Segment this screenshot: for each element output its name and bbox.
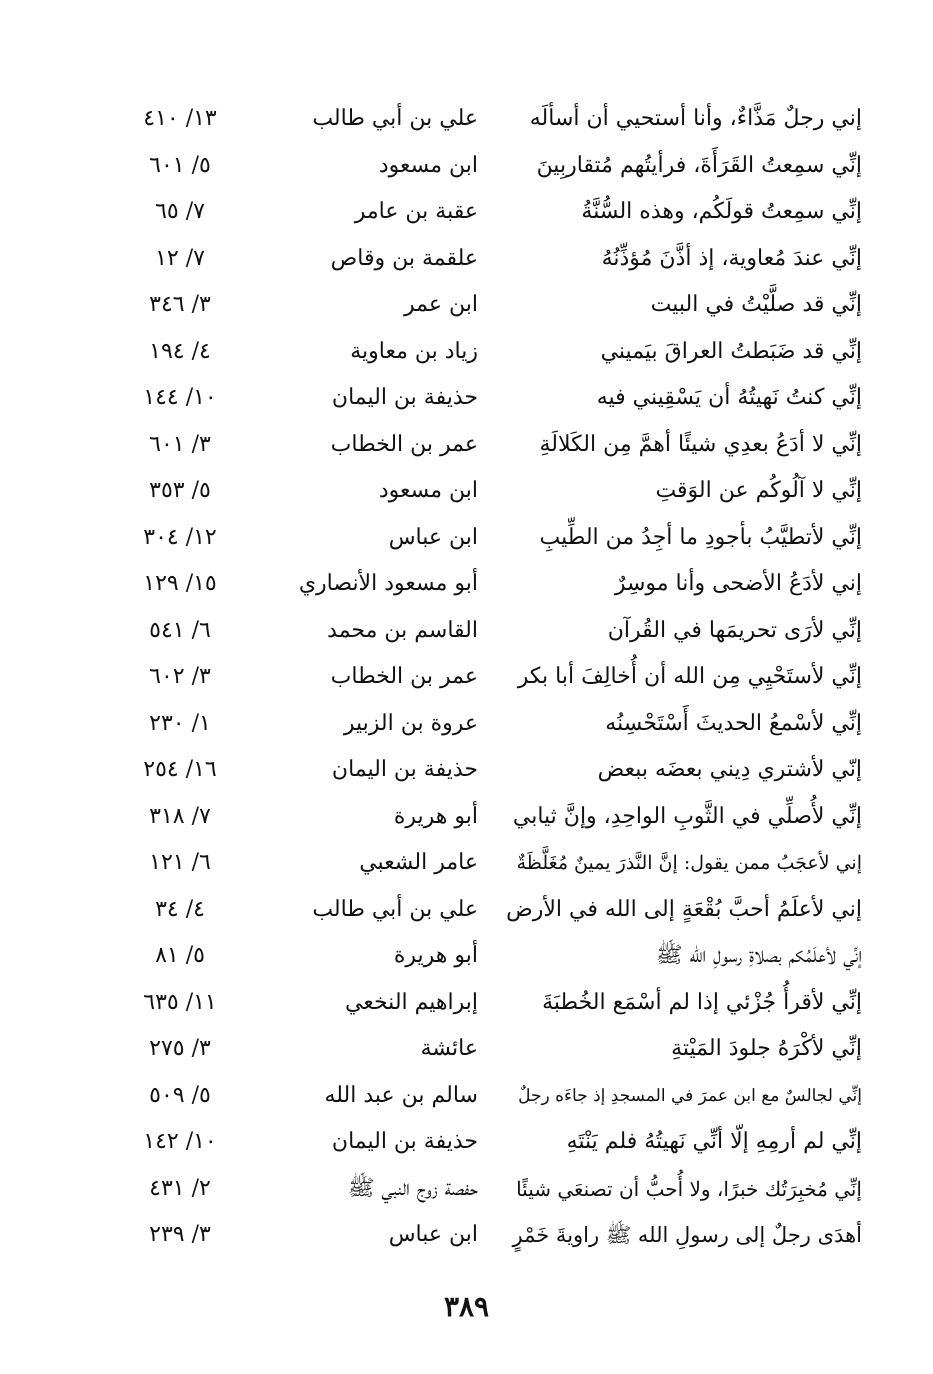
- hadith-text: إنِّي عندَ مُعاوية، إذ أذَّنَ مُؤذِّنُهُ: [601, 245, 862, 271]
- hadith-text: إني لأعلَمُ أحبَّ بُقْعَةٍ إلى الله في الأرض: [506, 896, 862, 922]
- index-row: [120, 96, 870, 143]
- index-row: [120, 375, 870, 422]
- volume-page-reference: ٣/ ٦٠١: [149, 431, 211, 457]
- hadith-text: إني رجلٌ مَذَّاءٌ، وأنا أستحيي أن أسألَه: [529, 106, 862, 131]
- index-row: [120, 608, 870, 655]
- narrator-name: ابن عباس: [388, 524, 478, 550]
- narrator-name: ابن مسعود: [378, 152, 478, 178]
- hadith-text: إنّي لأشتري دِيني بعضَه ببعض: [597, 757, 862, 782]
- hadith-text: إنِّي لجالسٌ مع ابن عمرَ في المسجدِ إذ جاءَه رجلٌ: [518, 1085, 862, 1106]
- narrator-name: حذيفة بن اليمان: [331, 385, 478, 410]
- volume-page-reference: ٧/ ٣١٨: [149, 803, 211, 829]
- narrator-name: القاسم بن محمد: [327, 617, 478, 643]
- hadith-text: إنِّي لأرَى تحريمَها في القُرآن: [607, 617, 862, 643]
- volume-page-reference: ٧/ ١٢: [155, 245, 205, 271]
- narrator-name: حذيفة بن اليمان: [331, 1129, 478, 1154]
- volume-page-reference: ٤/ ١٩٤: [149, 338, 211, 364]
- hadith-text: إنِّي قد صلَّيْتُ في البيت: [650, 292, 862, 317]
- index-row: [120, 1026, 870, 1073]
- hadith-text: إنِّي مُخبِرَتُك خبرًا، ولا أُحبُّ أن تصنعَي شيئًا: [516, 1176, 862, 1201]
- narrator-name: أبو مسعود الأنصاري: [298, 571, 478, 596]
- hadith-text: أهدَى رجلٌ إلى رسولِ الله ﷺ راويةَ خَمْرٍ: [512, 1223, 862, 1247]
- index-row: [120, 701, 870, 748]
- index-row: [120, 1166, 870, 1213]
- narrator-name: زياد بن معاوية: [350, 338, 478, 364]
- narrator-name: أبو هريرة: [393, 943, 478, 968]
- index-row: [120, 329, 870, 376]
- volume-page-reference: ١٦/ ٢٥٤: [143, 757, 217, 782]
- narrator-name: عمر بن الخطاب: [330, 431, 478, 457]
- hadith-text: إنِّي سمِعتُ القَرَأَةَ، فرأيتُهم مُتقاربِينَ: [536, 152, 862, 178]
- hadith-text: إنِّي لم أرمِهِ إلّا أنِّي نَهيتُهُ فلم يَنْتَهِ: [566, 1129, 862, 1154]
- index-row: [120, 422, 870, 469]
- narrator-name: عروة بن الزبير: [343, 710, 478, 736]
- narrator-name: عائشة: [420, 1036, 478, 1061]
- narrator-name: ابن مسعود: [378, 478, 478, 503]
- narrator-name: ابن عمر: [404, 292, 478, 317]
- narrator-name: عقبة بن عامر: [354, 199, 478, 224]
- hadith-text: إنِّي سمِعتُ قولَكُم، وهذه السُّنَّةُ: [581, 199, 862, 224]
- index-row: [120, 980, 870, 1027]
- index-table: [120, 96, 870, 1259]
- volume-page-reference: ١/ ٢٣٠: [149, 710, 211, 736]
- volume-page-reference: ١٠/ ١٤٢: [143, 1129, 217, 1154]
- hadith-text: إنِّي لأُصلِّي في الثَّوبِ الواحِدِ، وإنَّ ثيابي: [512, 803, 862, 829]
- index-row: [120, 887, 870, 934]
- volume-page-reference: ٣/ ٣٤٦: [149, 292, 211, 317]
- volume-page-reference: ٥/ ٣٥٣: [149, 478, 211, 503]
- hadith-text: إنِّي لأكْرَهُ جلودَ المَيْتةِ: [671, 1036, 862, 1061]
- narrator-name: أبو هريرة: [393, 803, 478, 829]
- hadith-text: إنِّي لأتطيَّبُ بأجودِ ما أجِدُ من الطِّيبِ: [539, 524, 862, 550]
- narrator-name: عمر بن الخطاب: [330, 664, 478, 689]
- hadith-text: إنِّي لا أدَعُ بعدِي شيئًا أهمَّ مِن الكَلالَةِ: [539, 431, 862, 457]
- index-row: [120, 1073, 870, 1120]
- narrator-name: علقمة بن وقاص: [330, 245, 478, 271]
- volume-page-reference: ٥/ ٥٠٩: [149, 1082, 211, 1108]
- hadith-text: إني لأعجَبُ ممن يقول: إنَّ النَّذرَ يمينٌ مُغَلَّظَةٌ: [516, 852, 862, 874]
- index-row: [120, 468, 870, 515]
- index-row: [120, 933, 870, 980]
- index-row: [120, 515, 870, 562]
- hadith-text: إني لأدَعُ الأضحى وأنا موسِرٌ: [614, 571, 862, 596]
- volume-page-reference: ٧/ ٦٥: [155, 199, 205, 224]
- narrator-name: عامر الشعبي: [359, 850, 478, 875]
- index-row: [120, 840, 870, 887]
- hadith-text: إنِّي لا آلُوكُم عن الوَقتِ: [655, 478, 862, 503]
- volume-page-reference: ٣/ ٢٣٩: [149, 1222, 211, 1247]
- hadith-text: إنِّي لأعلَمُكم بصلاةِ رسولِ الله ﷺ: [655, 943, 862, 968]
- narrator-name: ابن عباس: [388, 1222, 478, 1247]
- index-row: [120, 1119, 870, 1166]
- index-row: [120, 282, 870, 329]
- volume-page-reference: ١٣/ ٤١٠: [143, 106, 217, 131]
- volume-page-reference: ٥/ ٦٠١: [149, 152, 211, 178]
- volume-page-reference: ٥/ ٨١: [155, 943, 205, 968]
- volume-page-reference: ١٢/ ٣٠٤: [143, 524, 217, 550]
- narrator-name: إبراهيم النخعي: [345, 989, 478, 1015]
- volume-page-reference: ١٥/ ١٢٩: [143, 571, 217, 596]
- index-row: [120, 143, 870, 190]
- narrator-name: حفصة زوج النبي ﷺ: [347, 1175, 478, 1201]
- narrator-name: حذيفة بن اليمان: [331, 757, 478, 782]
- volume-page-reference: ١٠/ ١٤٤: [143, 385, 217, 410]
- hadith-text: إنِّي قد ضَبَطتُ العراقَ بيَميني: [600, 338, 862, 364]
- hadith-text: إنِّي لأقرأُ جُزْئي إذا لم أسْمَع الخُطبَةَ: [542, 989, 862, 1015]
- volume-page-reference: ٣/ ٦٠٢: [149, 664, 211, 689]
- volume-page-reference: ٢/ ٤٣١: [149, 1175, 211, 1201]
- narrator-name: سالم بن عبد الله: [324, 1082, 478, 1108]
- page-number: ٣٨٩: [443, 1290, 490, 1323]
- volume-page-reference: ٤/ ٣٤: [155, 896, 205, 922]
- index-row: [120, 747, 870, 794]
- index-row: [120, 654, 870, 701]
- hadith-text: إنِّي لأستَحْيِي مِن الله أن أُخالِفَ أبا بكر: [517, 664, 862, 689]
- index-row: [120, 561, 870, 608]
- volume-page-reference: ٣/ ٢٧٥: [149, 1036, 211, 1061]
- volume-page-reference: ٦/ ١٢١: [149, 850, 211, 875]
- hadith-text: إنِّي كنتُ نَهيتُهُ أن يَسْقِيني فيه: [596, 385, 862, 410]
- index-row: [120, 236, 870, 283]
- volume-page-reference: ١١/ ٦٣٥: [143, 989, 217, 1015]
- index-row: [120, 1212, 870, 1259]
- volume-page-reference: ٦/ ٥٤١: [149, 617, 211, 643]
- narrator-name: علي بن أبي طالب: [312, 106, 478, 131]
- hadith-text: إنِّي لأسْمعُ الحديثَ أَسْتَحْسِنُه: [605, 710, 862, 736]
- narrator-name: علي بن أبي طالب: [312, 896, 478, 922]
- index-row: [120, 189, 870, 236]
- index-row: [120, 794, 870, 841]
